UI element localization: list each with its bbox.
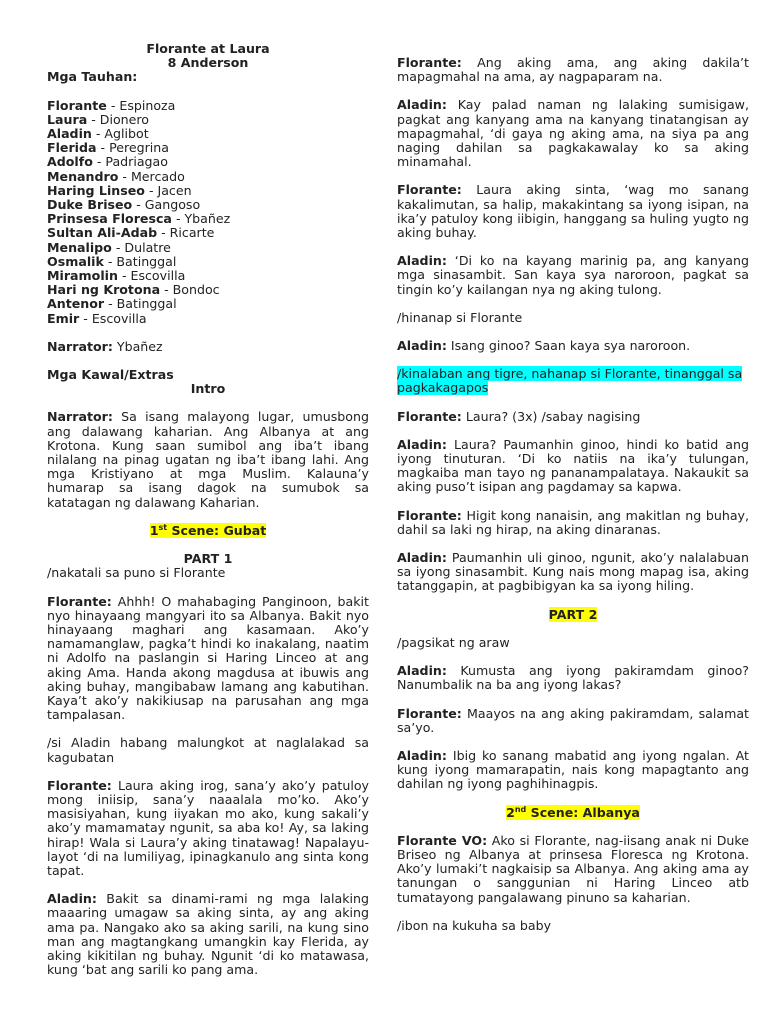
dialogue-line: Aladin: Kumusta ang iyong pakiramdam ginoo? Nanumbalik na ba ang iyong lakas? [397,663,749,693]
dialogue-line: Aladin: ‘Di ko na kayang marinig pa, ang kanyang mga sinasambit. San kaya sya naroroon, pagkat sa tingin ko’y kailangan nya ng aking tulong. [397,253,749,297]
cast-list [47,99,369,326]
dialogue-line: Aladin: Isang ginoo? Saan kaya sya naroroon. [397,338,691,354]
left-column [47,42,369,977]
scene1-heading: 1st Scene: Gubat [149,522,267,538]
dialogue-line: Aladin: Laura? Paumanhin ginoo, hindi ko batid ang iyong tinuturan. ‘Di ko natiis na ika’y tulungan, magkaiba man tayo ng pananampalataya. Nakaukit sa aking puso’t isipan ang pagdamay sa kapwa. [397,436,749,495]
dialogue-line: Aladin: Paumanhin uli ginoo, ngunit, ako’y nalalabuan sa iyong sinasambit. Kung nais mong mapag isa, aking tatanggapin, at pagbibigyan ka sa iyong hiling. [397,550,749,594]
extras-heading: Mga Kawal/Extras [47,367,174,383]
stage-direction: /pagsikat ng araw [397,634,510,650]
stage-direction-highlighted: /kinalaban ang tigre, nahanap si Florante, tinanggal sa pagkakagapos [397,366,743,396]
doc-section: 8 Anderson [167,55,249,71]
cast-item: Miramolin - Escovilla [47,268,186,284]
cast-item: Menalipo - Dulatre [47,239,171,255]
stage-direction: /hinanap si Florante [397,309,523,325]
dialogue-line: Florante: Laura? (3x) /sabay nagising [397,408,641,424]
cast-item: Florante - Espinoza [47,97,176,113]
cast-item: Laura - Dionero [47,111,149,127]
cast-item: Aladin - Aglibot [47,126,149,142]
dialogue-line: Florante: Laura aking sinta, ‘wag mo sanang kakalimutan, sa halip, makakintang sa iyong isipan, na ika’y patuloy kong iibigin, hanggang sa huling yugto ng aking buhay. [397,182,749,241]
narrator-line: Narrator: Ybañez [47,338,163,354]
cast-item: Emir - Escovilla [47,310,147,326]
cast-item: Osmalik - Batinggal [47,253,177,269]
cast-item: Flerida - Peregrina [47,140,169,156]
cast-item: Antenor - Batinggal [47,296,177,312]
dialogue-line: Florante: Maayos na ang aking pakiramdam, salamat sa’yo. [397,705,749,735]
dialogue-line: Florante: Higit kong nanaisin, ang makitlan ng buhay, dahil sa laki ng hirap, na aking dinaranas. [397,507,749,537]
cast-item: Duke Briseo - Gangoso [47,197,201,213]
dialogue-line: Florante: Ahhh! O mahabaging Panginoon, bakit nyo hinayaang mangyari ito sa Albanya. Bakit nyo hinayaang maghari ang kasamaan. Ako’y namamanglaw, pagka’t hindi ko inakalang, naatim ni Adolfo na paslangin si Haring Linceo at ang aking Ama. Handa akong magdusa at ibuwis ang aking buhay, mangibabaw lamang ang kabutihan. Kaya’t ako’y nakikiusap na parusahan ang mga tampalasan. [47,593,369,723]
cast-heading: Mga Tauhan: [47,69,138,85]
dialogue-line: Aladin: Kay palad naman ng lalaking sumisigaw, pagkat ang kanyang ama na kanyang tinatangisan ay mapagmahal, ‘di gaya ng aking ama, na siya pa ang naging dahilan sa pagkakawalay ko sa aking minamahal. [397,97,749,170]
right-column [397,56,749,933]
dialogue-line: Florante: Ang aking ama, ang aking dakila’t mapagmahal na ama, ay nagpaparam na. [397,55,749,85]
part2-heading: PART 2 [548,606,598,622]
intro-paragraph: Narrator: Sa isang malayong lugar, umusbong ang dalawang kaharian. Ang Albanya at ang Krotona. Kung saan sumibol ang iba’t ibang nilalang na pinag ugatan ng iba’t ibang lahi. Ang mga Kristiyano at mga Muslim. Kalauna’y humarap sa isang dagok na sumubok sa katatagan ng dalawang Kaharian. [47,409,369,510]
cast-item: Hari ng Krotona - Bondoc [47,282,220,298]
scene2-heading: 2nd Scene: Albanya [506,804,640,820]
cast-item: Prinsesa Floresca - Ybañez [47,211,231,227]
stage-direction: /si Aladin habang malungkot at naglalakad sa kagubatan [47,735,369,765]
dialogue-line: Aladin: Ibig ko sanang mabatid ang iyong ngalan. At kung iyong mamarapatin, nais kong mapagtanto ang dahilan ng iyong paghihinagpis. [397,747,749,792]
doc-title: Florante at Laura [146,41,270,56]
cast-item: Haring Linseo - Jacen [47,182,192,198]
dialogue-line: Aladin: Bakit sa dinami-rami ng mga lalaking maaaring umagaw sa aking sinta, ay ang aking ama pa. Nangako ako sa aking sarili, na kung sino man ang magtangkang umangkin kay Flerida, ay aking kikitilan ng buhay. Ngunit ‘di ko matawasa, kung ‘bat ang sarili ko pang ama. [47,891,369,978]
stage-direction: /nakatali sa puno si Florante [47,565,226,581]
cast-item: Menandro - Mercado [47,168,185,184]
intro-heading: Intro [190,381,226,397]
cast-item: Sultan Ali-Adab - Ricarte [47,225,215,241]
cast-item: Adolfo - Padriagao [47,154,168,170]
stage-direction: /ibon na kukuha sa baby [397,917,552,933]
part1-heading: PART 1 [183,551,233,567]
dialogue-line: Florante: Laura aking irog, sana’y ako’y patuloy mong iniisip, sana’y naaalala mo’ko. Ako’y masisiyahan, kung iiyakan mo ako, kung sakali’y ako’y mamamatay ngunit, sa aba ko! Ay, sa laking hirap! Wala si Laura’y aking tinatawag! Napalayu-layot ‘di na lumiliyag, ipinagkanulo ang sinta kong tapat. [47,777,369,878]
dialogue-line: Florante VO: Ako si Florante, nag-iisang anak ni Duke Briseo ng Albanya at prinsesa Floresca ng Krotona. Ako’y lumaki’t nagkaisip sa Albanya. Ang aking ama ay tanungan o sanggunian ni Haring Linceo atb tumatayong pangalawang pinuno sa kaharian. [397,832,749,905]
